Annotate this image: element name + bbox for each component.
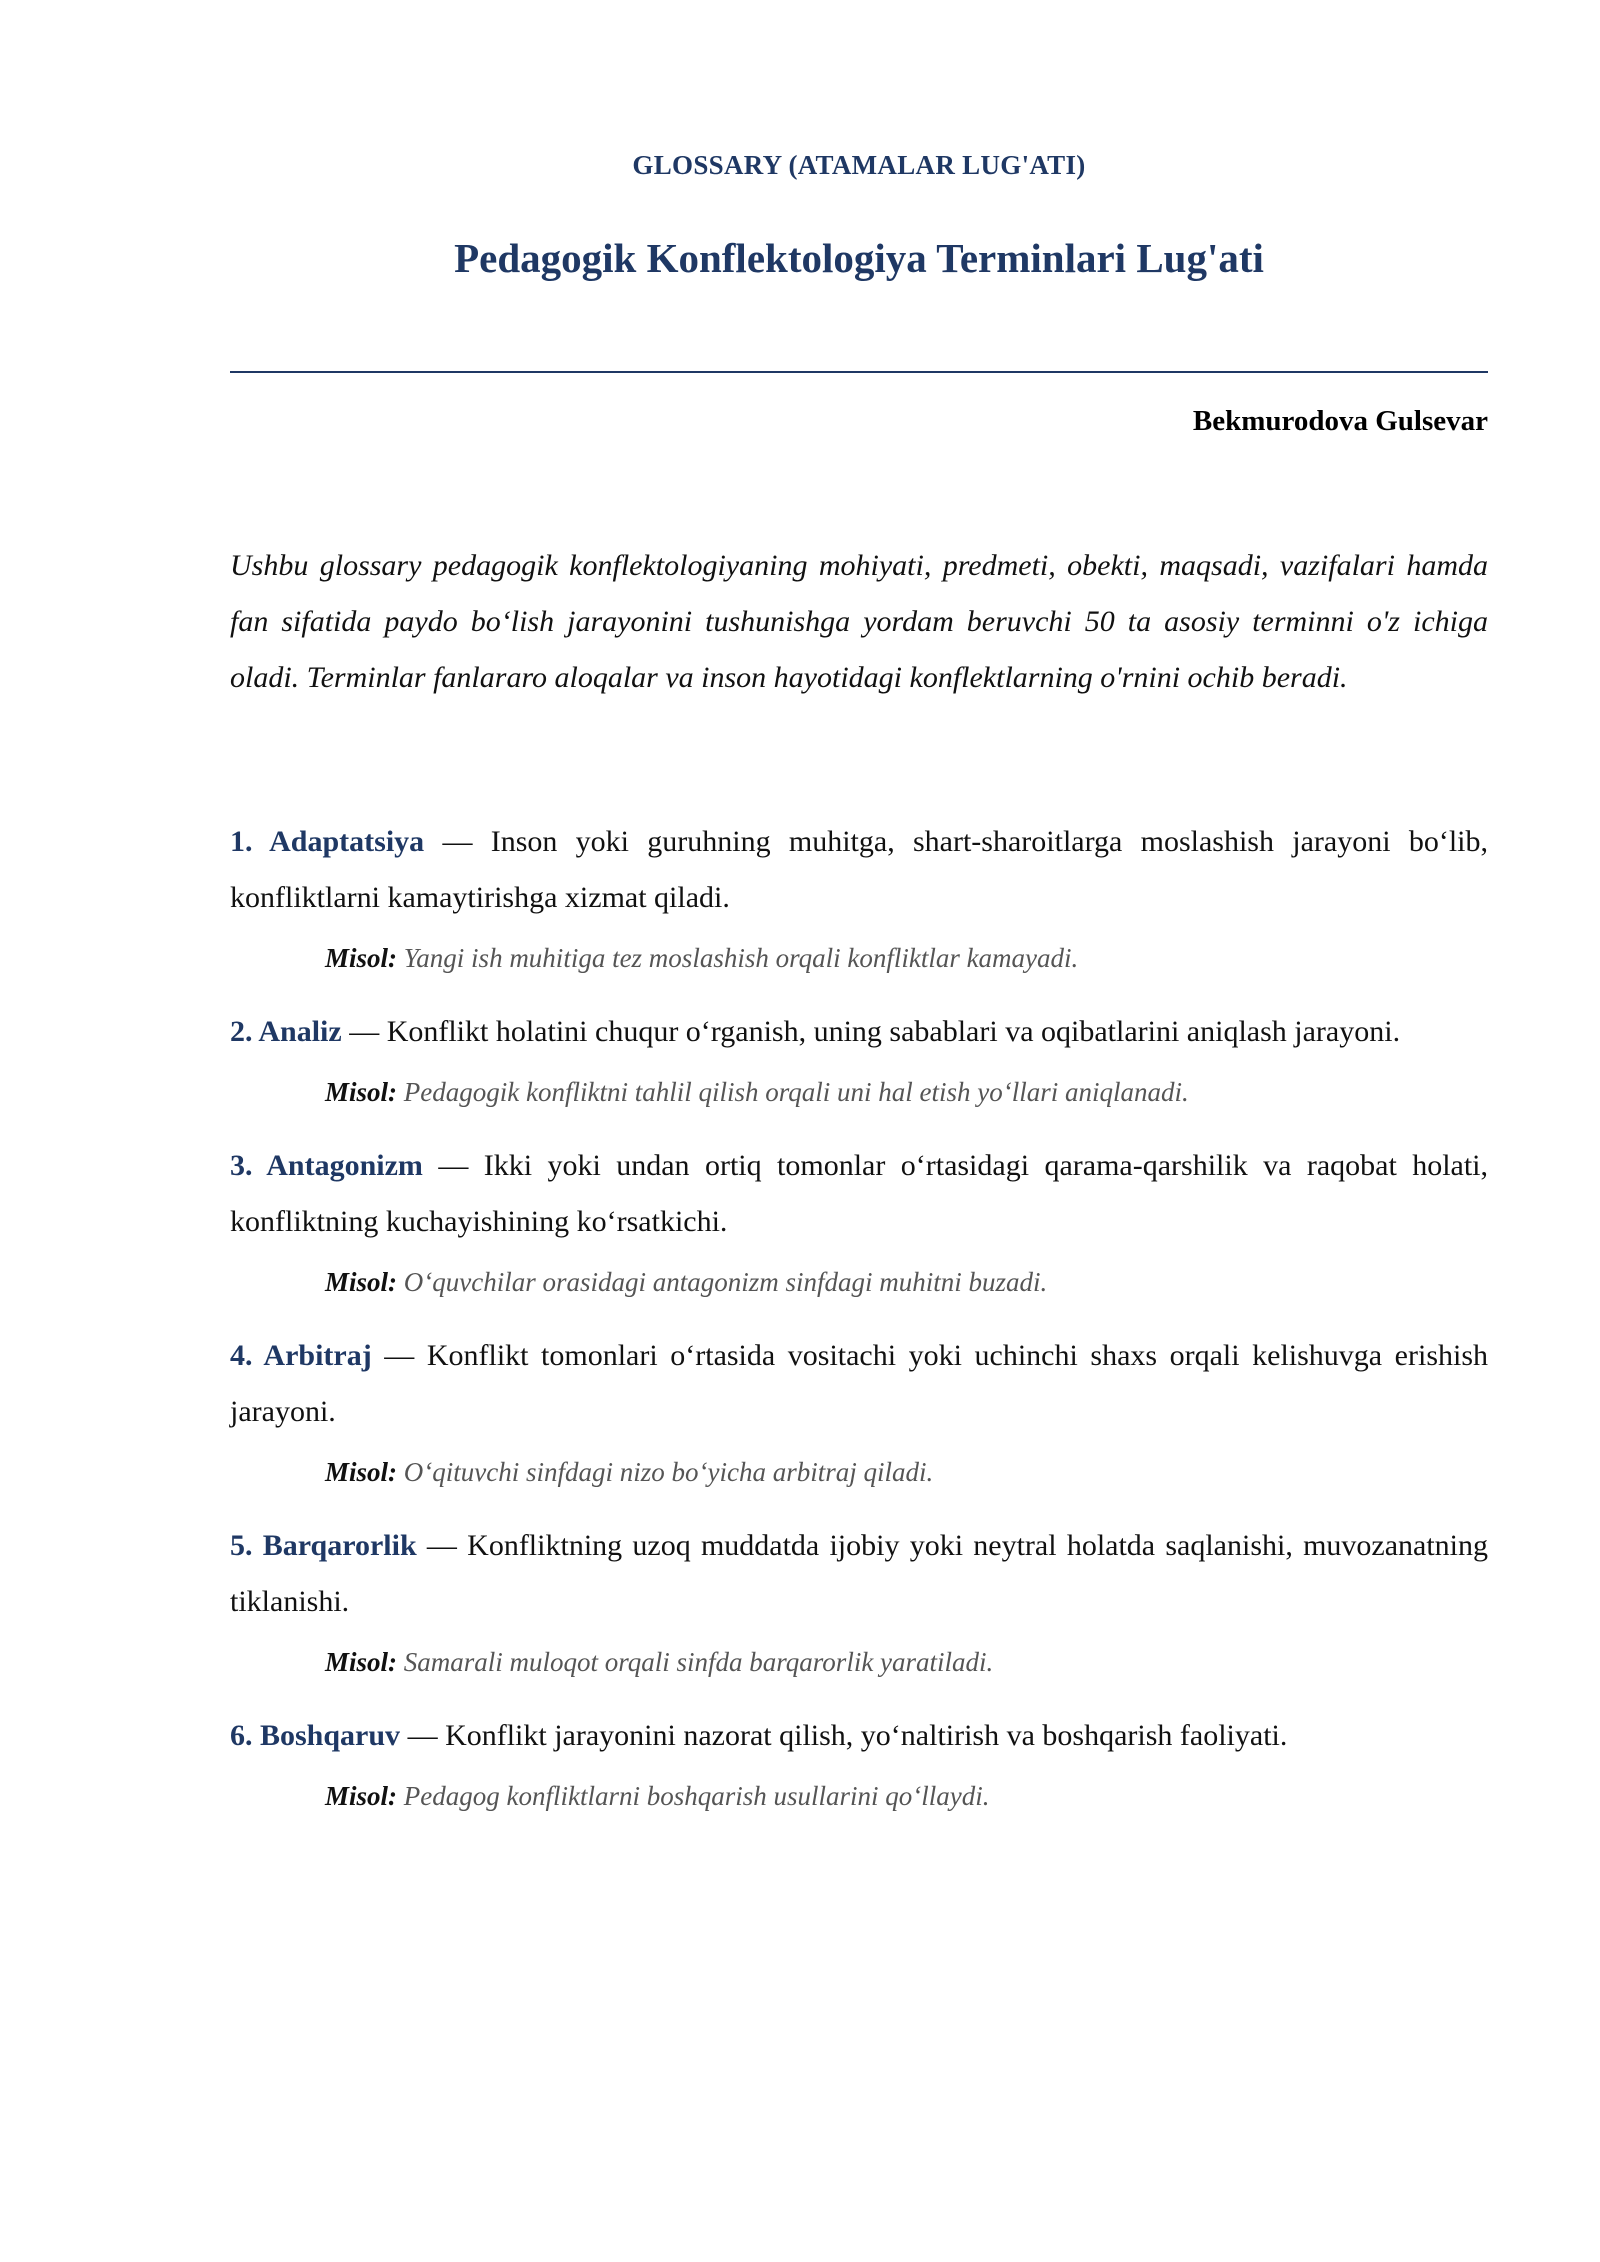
entry-term: 1. Adaptatsiya	[230, 825, 425, 858]
entry-dash: —	[384, 1339, 415, 1372]
entry-example	[325, 1776, 1488, 1816]
entry-example	[325, 1072, 1488, 1112]
example-text: Pedagogik konfliktni tahlil qilish orqali uni hal etish yo‘llari aniqlanadi.	[403, 1077, 1189, 1107]
example-label: Misol:	[325, 1267, 398, 1297]
entry-term: 4. Arbitraj	[230, 1339, 372, 1372]
entry-example	[325, 1262, 1488, 1302]
example-label: Misol:	[325, 1647, 398, 1677]
entry-definition-line	[230, 814, 1488, 926]
entry-definition-line	[230, 1708, 1488, 1764]
entry-definition: Inson yoki guruhning muhitga, shart-sharoitlarga moslashish jarayoni bo‘lib, konfliktlarni kamaytirishga xizmat qiladi.	[230, 825, 1488, 914]
title-divider	[230, 371, 1488, 373]
entry-definition-line	[230, 1004, 1488, 1060]
glossary-entry	[230, 1004, 1488, 1112]
entry-term: 6. Boshqaruv	[230, 1719, 401, 1752]
example-text: Pedagog konfliktlarni boshqarish usullarini qo‘llaydi.	[403, 1781, 990, 1811]
entry-dash: —	[426, 1529, 457, 1562]
entry-term: 5. Barqarorlik	[230, 1529, 417, 1562]
entry-definition: Konflikt holatini chuqur o‘rganish, uning sabablari va oqibatlarini aniqlash jarayoni.	[386, 1015, 1401, 1048]
entry-dash: —	[407, 1719, 438, 1752]
entry-dash: —	[442, 825, 473, 858]
example-text: Samarali muloqot orqali sinfda barqarorlik yaratiladi.	[403, 1647, 994, 1677]
entry-dash: —	[349, 1015, 380, 1048]
glossary-entry	[230, 1328, 1488, 1492]
entry-definition-line	[230, 1518, 1488, 1630]
glossary-entries	[230, 814, 1488, 1842]
example-text: O‘quvchilar orasidagi antagonizm sinfdagi muhitni buzadi.	[403, 1267, 1048, 1297]
entry-example	[325, 1452, 1488, 1492]
glossary-entry	[230, 1708, 1488, 1816]
page-title: Pedagogik Konflektologiya Terminlari Lug'ati	[454, 235, 1264, 281]
entry-definition-line	[230, 1328, 1488, 1440]
example-text: Yangi ish muhitiga tez moslashish orqali konfliktlar kamayadi.	[403, 943, 1079, 973]
author-name: Bekmurodova Gulsevar	[1192, 405, 1488, 437]
entry-definition-line	[230, 1138, 1488, 1250]
entry-term: 3. Antagonizm	[230, 1149, 423, 1182]
glossary-entry	[230, 1138, 1488, 1302]
entry-definition: Konflikt tomonlari o‘rtasida vositachi yoki uchinchi shaxs orqali kelishuvga erishish jarayoni.	[230, 1339, 1489, 1428]
glossary-entry	[230, 814, 1488, 978]
glossary-entry	[230, 1518, 1488, 1682]
entry-term: 2. Analiz	[230, 1015, 342, 1048]
example-text: O‘qituvchi sinfdagi nizo bo‘yicha arbitraj qiladi.	[403, 1457, 934, 1487]
glossary-kicker: GLOSSARY (ATAMALAR LUG'ATI)	[632, 150, 1086, 180]
entry-example	[325, 938, 1488, 978]
example-label: Misol:	[325, 1457, 398, 1487]
intro-paragraph: Ushbu glossary pedagogik konflektologiyaning mohiyati, predmeti, obekti, maqsadi, vazifalari hamda fan sifatida paydo bo‘lish jarayonini tushunishga yordam beruvchi 50 ta asosiy terminni o'z ichiga oladi. Terminlar fanlararo aloqalar va inson hayotidagi konflektlarning o'rnini ochib beradi.	[230, 549, 1488, 694]
example-label: Misol:	[325, 943, 398, 973]
entry-example	[325, 1642, 1488, 1682]
entry-dash: —	[438, 1149, 469, 1182]
example-label: Misol:	[325, 1781, 398, 1811]
entry-definition: Konfliktning uzoq muddatda ijobiy yoki neytral holatda saqlanishi, muvozanatning tiklanishi.	[230, 1529, 1489, 1618]
example-label: Misol:	[325, 1077, 398, 1107]
entry-definition: Konflikt jarayonini nazorat qilish, yo‘naltirish va boshqarish faoliyati.	[445, 1719, 1288, 1752]
entry-definition: Ikki yoki undan ortiq tomonlar o‘rtasidagi qarama-qarshilik va raqobat holati, konfliktning kuchayishining ko‘rsatkichi.	[230, 1149, 1489, 1238]
